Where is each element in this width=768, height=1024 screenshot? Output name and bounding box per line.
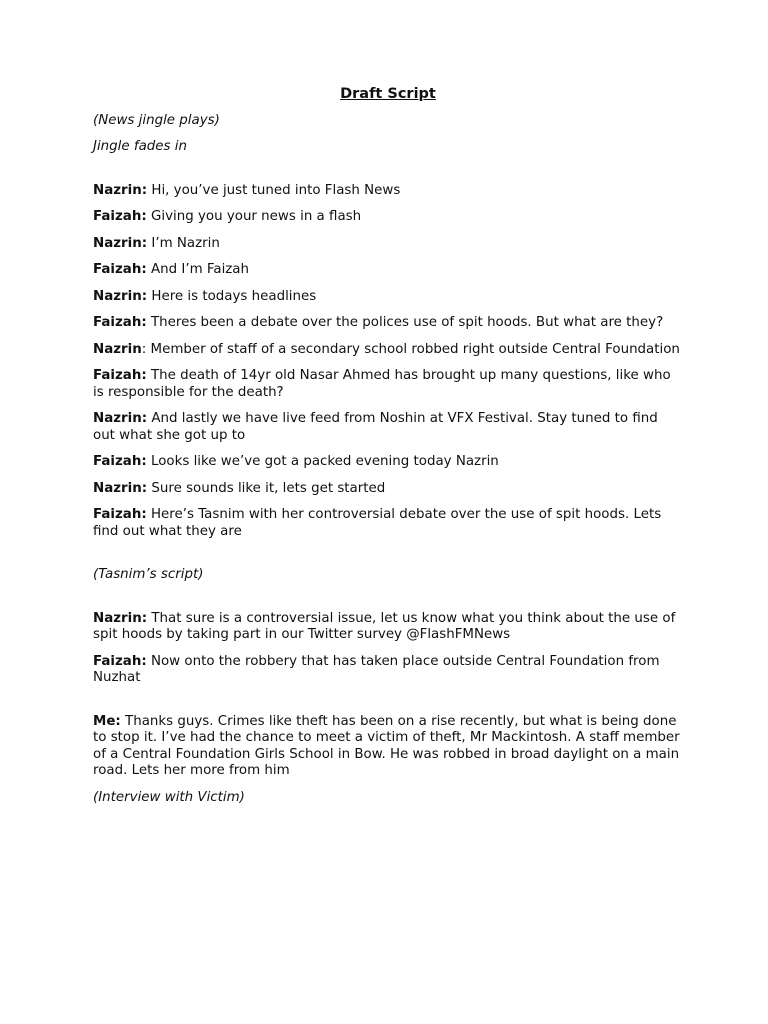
dialogue-text: Thanks guys. Crimes like theft has been on a rise recently, but what is being done to stop it. I’ve had the chance to meet a victim of theft, Mr Mackintosh. A staff member of a Central Foundation Girls School in Bow. He was robbed in broad daylight on a main road. Lets her more from him — [93, 713, 680, 778]
speaker-name: Nazrin: — [93, 411, 148, 426]
dialogue-line — [93, 611, 683, 644]
speaker-name: Faizah: — [93, 507, 147, 522]
dialogue-text: : Member of staff of a secondary school robbed right outside Central Foundation — [141, 341, 680, 357]
dialogue-line — [93, 714, 683, 780]
dialogue-line — [93, 289, 683, 306]
dialogue-text: Here’s Tasnim with her controversial debate over the use of spit hoods. Lets find out what they are — [93, 507, 662, 539]
speaker-name: Faizah: — [93, 209, 147, 224]
dialogue-text: Theres been a debate over the polices use of spit hoods. But what are they? — [146, 315, 664, 330]
dialogue-text: And I’m Faizah — [146, 262, 250, 277]
dialogue-text: Giving you your news in a flash — [146, 209, 362, 224]
speaker-name: Faizah: — [93, 262, 147, 277]
dialogue-text: Sure sounds like it, lets get started — [147, 480, 386, 496]
dialogue-line — [93, 654, 683, 687]
speaker-name: Nazrin: — [93, 610, 148, 626]
dialogue-line — [93, 507, 683, 540]
speaker-name: Nazrin: — [93, 288, 148, 304]
document-title: Draft Script — [340, 86, 436, 102]
speaker-name: Nazrin: — [93, 480, 148, 496]
speaker-name: Faizah: — [93, 368, 147, 383]
dialogue-text: The death of 14yr old Nasar Ahmed has brought up many questions, like who is responsible for the death? — [93, 368, 671, 400]
dialogue-line — [93, 209, 683, 226]
stage-direction: (Interview with Victim) — [93, 789, 245, 805]
speaker-name: Faizah: — [93, 653, 147, 669]
speaker-name: Faizah: — [93, 315, 147, 330]
dialogue-line — [93, 262, 683, 279]
stage-direction: Jingle fades in — [93, 139, 187, 154]
dialogue-line — [93, 183, 683, 200]
dialogue-line — [93, 368, 683, 401]
dialogue-text: Looks like we’ve got a packed evening today Nazrin — [146, 454, 499, 469]
dialogue-line — [93, 454, 683, 471]
dialogue-line — [93, 411, 683, 444]
document-page — [93, 86, 683, 816]
speaker-name: Faizah: — [93, 454, 147, 469]
dialogue-line — [93, 342, 683, 359]
dialogue-text: And lastly we have live feed from Noshin at VFX Festival. Stay tuned to find out what she got up to — [93, 411, 658, 443]
dialogue-text: Hi, you’ve just tuned into Flash News — [147, 182, 401, 198]
stage-direction: (Tasnim’s script) — [93, 567, 204, 582]
dialogue-line — [93, 315, 683, 332]
dialogue-text: Here is todays headlines — [147, 288, 317, 304]
stage-direction: (News jingle plays) — [93, 112, 220, 128]
speaker-name: Nazrin: — [93, 182, 148, 198]
dialogue-text: Now onto the robbery that has taken place outside Central Foundation from Nuzhat — [93, 653, 660, 685]
dialogue-text: That sure is a controversial issue, let us know what you think about the use of spit hoods by taking part in our Twitter survey @FlashFMNews — [93, 610, 676, 642]
speaker-name: Nazrin: — [93, 235, 148, 251]
dialogue-line — [93, 236, 683, 253]
speaker-name: Me: — [93, 713, 121, 729]
dialogue-text: I’m Nazrin — [147, 235, 220, 251]
dialogue-line — [93, 481, 683, 498]
speaker-name: Nazrin — [93, 341, 142, 357]
